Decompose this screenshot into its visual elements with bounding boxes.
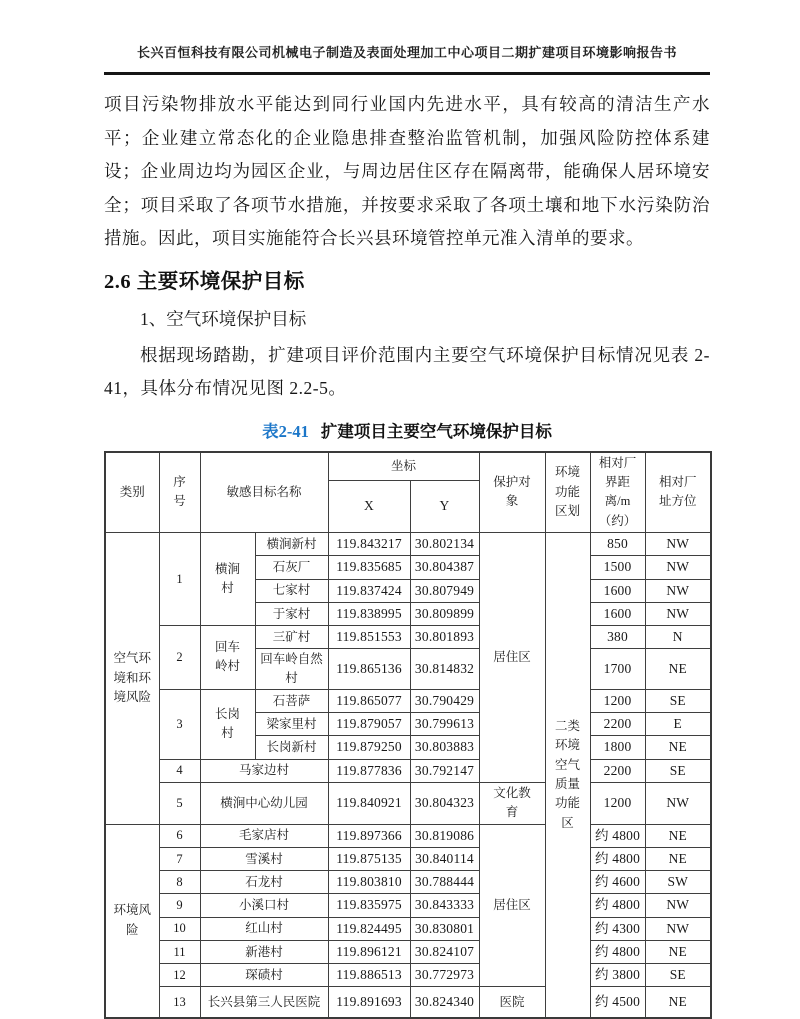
direction: NE	[645, 940, 711, 963]
col-header-protect: 保护对象	[479, 452, 545, 533]
row-no: 9	[159, 894, 200, 917]
paragraph-conclusion: 项目污染物排放水平能达到同行业国内先进水平，具有较高的清洁生产水平；企业建立常态化的企业隐患排查整治监管机制，加强风险防控体系建设；企业周边均为园区企业，与周边居住区存在隔离带，能确保人居环境安全；项目采取了各项节水措施，并按要求采取了各项土壤和地下水污染防治措施。因此，项目实施能符合长兴县环境管控单元准入清单的要求。	[104, 94, 710, 248]
distance: 约 4300	[590, 917, 645, 940]
coord-y: 30.824107	[410, 940, 479, 963]
coord-y: 30.788444	[410, 871, 479, 894]
direction: N	[645, 626, 711, 649]
coord-y: 30.801893	[410, 626, 479, 649]
row-no: 6	[159, 824, 200, 847]
direction: E	[645, 713, 711, 736]
target-name: 琛碛村	[200, 964, 328, 987]
distance: 约 4500	[590, 987, 645, 1018]
col-header-x: X	[328, 480, 410, 532]
row-no: 1	[159, 533, 200, 626]
target-name: 长岗新村	[255, 736, 328, 759]
zone-cell: 二类环境空气质量功能区	[545, 533, 590, 1018]
direction: NW	[645, 556, 711, 579]
coord-y: 30.843333	[410, 894, 479, 917]
row-no: 13	[159, 987, 200, 1018]
direction: NE	[645, 847, 711, 870]
coord-y: 30.814832	[410, 649, 479, 690]
header-rule	[104, 72, 710, 75]
coord-x: 119.803810	[328, 871, 410, 894]
paragraph-table-ref: 根据现场踏勘，扩建项目评价范围内主要空气环境保护目标情况见表 2-41，具体分布情况见图 2.2-5。	[104, 344, 710, 398]
row-no: 3	[159, 689, 200, 759]
direction: NE	[645, 987, 711, 1018]
distance: 约 3800	[590, 964, 645, 987]
coord-x: 119.891693	[328, 987, 410, 1018]
col-header-coord: 坐标	[328, 452, 479, 481]
coord-y: 30.772973	[410, 964, 479, 987]
protect-residential-bottom: 居住区	[479, 824, 545, 987]
table-row	[105, 824, 711, 847]
distance: 2200	[590, 713, 645, 736]
coord-y: 30.830801	[410, 917, 479, 940]
row-no: 7	[159, 847, 200, 870]
direction: NW	[645, 917, 711, 940]
document-page	[104, 0, 710, 1019]
col-header-category: 类别	[105, 452, 159, 533]
coord-y: 30.802134	[410, 533, 479, 556]
coord-x: 119.865136	[328, 649, 410, 690]
distance: 1600	[590, 579, 645, 602]
coord-y: 30.803883	[410, 736, 479, 759]
distance: 850	[590, 533, 645, 556]
distance: 约 4600	[590, 871, 645, 894]
sub-item-air-target: 1、空气环境保护目标	[140, 308, 307, 329]
row-no: 8	[159, 871, 200, 894]
target-name: 石菩萨	[255, 689, 328, 712]
target-name: 七家村	[255, 579, 328, 602]
direction: NW	[645, 602, 711, 625]
distance: 1800	[590, 736, 645, 759]
coord-y: 30.799613	[410, 713, 479, 736]
coord-x: 119.840921	[328, 782, 410, 824]
coord-x: 119.824495	[328, 917, 410, 940]
row-no: 10	[159, 917, 200, 940]
target-name: 于家村	[255, 602, 328, 625]
table-row	[105, 940, 711, 963]
target-name: 雪溪村	[200, 847, 328, 870]
target-name: 梁家里村	[255, 713, 328, 736]
target-name: 石灰厂	[255, 556, 328, 579]
distance: 1200	[590, 782, 645, 824]
coord-x: 119.896121	[328, 940, 410, 963]
direction: NW	[645, 894, 711, 917]
coord-x: 119.886513	[328, 964, 410, 987]
table-row	[105, 964, 711, 987]
group-name: 长岗村	[200, 689, 255, 759]
distance: 1700	[590, 649, 645, 690]
coord-x: 119.865077	[328, 689, 410, 712]
group-name: 横涧村	[200, 533, 255, 626]
target-name: 毛家店村	[200, 824, 328, 847]
coord-y: 30.804387	[410, 556, 479, 579]
col-header-no: 序号	[159, 452, 200, 533]
col-header-name: 敏感目标名称	[200, 452, 328, 533]
coord-x: 119.851553	[328, 626, 410, 649]
target-name: 长兴县第三人民医院	[200, 987, 328, 1018]
target-name: 横涧中心幼儿园	[200, 782, 328, 824]
distance: 1600	[590, 602, 645, 625]
category-env-risk: 环境风险	[105, 824, 159, 1018]
distance: 约 4800	[590, 824, 645, 847]
direction: NW	[645, 782, 711, 824]
air-protection-target-table	[104, 451, 712, 1019]
row-no: 11	[159, 940, 200, 963]
protect-culture: 文化教育	[479, 782, 545, 824]
coord-x: 119.837424	[328, 579, 410, 602]
target-name: 新港村	[200, 940, 328, 963]
direction: SE	[645, 759, 711, 782]
table-row	[105, 626, 711, 649]
target-name: 马家边村	[200, 759, 328, 782]
coord-x: 119.835975	[328, 894, 410, 917]
col-header-zone: 环境功能区划	[545, 452, 590, 533]
row-no: 12	[159, 964, 200, 987]
group-name: 回车岭村	[200, 626, 255, 690]
direction: NE	[645, 736, 711, 759]
coord-y: 30.824340	[410, 987, 479, 1018]
coord-y: 30.840114	[410, 847, 479, 870]
row-no: 5	[159, 782, 200, 824]
coord-x: 119.879057	[328, 713, 410, 736]
distance: 2200	[590, 759, 645, 782]
target-name: 三矿村	[255, 626, 328, 649]
section-heading-2-6: 2.6 主要环境保护目标	[104, 270, 305, 293]
report-header-title: 长兴百恒科技有限公司机械电子制造及表面处理加工中心项目二期扩建项目环境影响报告书	[136, 45, 677, 60]
target-name: 横涧新村	[255, 533, 328, 556]
coord-x: 119.843217	[328, 533, 410, 556]
coord-x: 119.875135	[328, 847, 410, 870]
direction: SE	[645, 689, 711, 712]
table-row	[105, 987, 711, 1018]
table-row	[105, 689, 711, 712]
target-name: 小溪口村	[200, 894, 328, 917]
table-row	[105, 533, 711, 556]
protect-residential-top: 居住区	[479, 533, 545, 783]
table-row	[105, 759, 711, 782]
distance: 1200	[590, 689, 645, 712]
table-caption-label: 表2-41	[262, 421, 309, 441]
coord-y: 30.792147	[410, 759, 479, 782]
direction: NW	[645, 579, 711, 602]
coord-y: 30.804323	[410, 782, 479, 824]
col-header-y: Y	[410, 480, 479, 532]
target-name: 红山村	[200, 917, 328, 940]
coord-y: 30.790429	[410, 689, 479, 712]
direction: SW	[645, 871, 711, 894]
distance: 1500	[590, 556, 645, 579]
table-row	[105, 782, 711, 824]
distance: 约 4800	[590, 847, 645, 870]
target-name: 石龙村	[200, 871, 328, 894]
table-caption	[104, 418, 710, 442]
coord-y: 30.819086	[410, 824, 479, 847]
table-row	[105, 871, 711, 894]
coord-x: 119.897366	[328, 824, 410, 847]
coord-x: 119.838995	[328, 602, 410, 625]
table-row	[105, 894, 711, 917]
table-caption-title: 扩建项目主要空气环境保护目标	[320, 421, 552, 441]
distance: 380	[590, 626, 645, 649]
table-row	[105, 847, 711, 870]
direction: NE	[645, 824, 711, 847]
coord-y: 30.807949	[410, 579, 479, 602]
coord-y: 30.809899	[410, 602, 479, 625]
table-row	[105, 917, 711, 940]
direction: NE	[645, 649, 711, 690]
coord-x: 119.877836	[328, 759, 410, 782]
distance: 约 4800	[590, 894, 645, 917]
category-air-env-risk: 空气环境和环境风险	[105, 533, 159, 825]
coord-x: 119.835685	[328, 556, 410, 579]
protect-hospital: 医院	[479, 987, 545, 1018]
row-no: 4	[159, 759, 200, 782]
direction: SE	[645, 964, 711, 987]
direction: NW	[645, 533, 711, 556]
target-name: 回车岭自然村	[255, 649, 328, 690]
distance: 约 4800	[590, 940, 645, 963]
row-no: 2	[159, 626, 200, 690]
col-header-direction: 相对厂址方位	[645, 452, 711, 533]
col-header-distance: 相对厂界距离/m（约）	[590, 452, 645, 533]
coord-x: 119.879250	[328, 736, 410, 759]
